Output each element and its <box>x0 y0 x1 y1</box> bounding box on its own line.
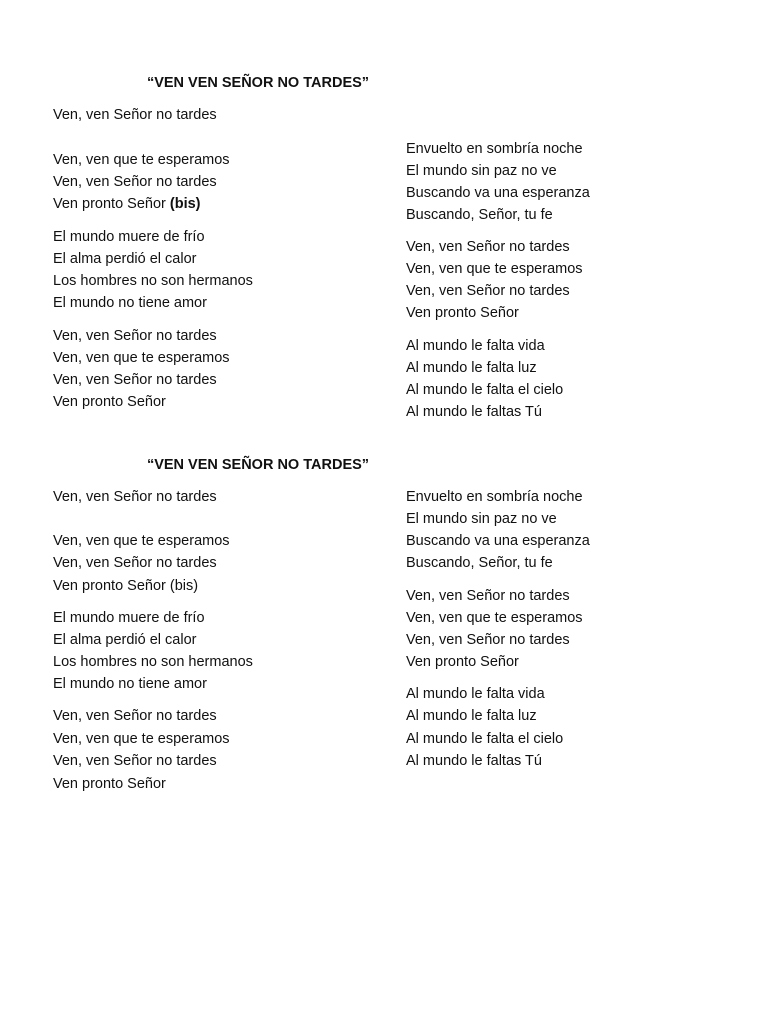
bis-marker: (bis) <box>169 196 201 212</box>
lyric-line: Ven, ven Señor no tardes <box>406 239 570 255</box>
lyric-line: Los hombres no son hermanos <box>53 654 253 670</box>
lyric-line: Buscando, Señor, tu fe <box>406 555 553 571</box>
lyric-line: Ven, ven Señor no tardes <box>53 555 217 571</box>
lyric-line: Ven, ven Señor no tardes <box>53 174 217 190</box>
lyric-line: Ven, ven Señor no tardes <box>53 753 217 769</box>
lyric-line: Los hombres no son hermanos <box>53 273 253 289</box>
song-title-2: “VEN VEN SEÑOR NO TARDES” <box>146 457 370 473</box>
lyric-line: Ven pronto Señor <box>53 394 166 410</box>
lyric-line: Ven, ven Señor no tardes <box>53 107 217 123</box>
lyric-line: Al mundo le falta luz <box>406 708 537 724</box>
lyric-line: El mundo no tiene amor <box>53 295 207 311</box>
lyric-line: Al mundo le falta vida <box>406 686 545 702</box>
lyric-line: Ven, ven que te esperamos <box>406 610 583 626</box>
lyric-line: Al mundo le falta luz <box>406 360 537 376</box>
lyric-line: Ven, ven Señor no tardes <box>406 588 570 604</box>
lyric-line: Envuelto en sombría noche <box>406 141 583 157</box>
lyric-line: Ven pronto Señor <box>53 776 166 792</box>
lyric-line: Ven pronto Señor (bis) <box>53 578 199 594</box>
lyric-line: El mundo sin paz no ve <box>406 163 557 179</box>
lyric-line: Al mundo le falta el cielo <box>406 382 564 398</box>
lyric-line: El mundo muere de frío <box>53 229 205 245</box>
lyric-line: Ven pronto Señor <box>406 654 519 670</box>
lyric-line: Envuelto en sombría noche <box>406 489 583 505</box>
lyric-line-with-bis <box>53 195 201 213</box>
lyric-line: Ven, ven que te esperamos <box>53 533 230 549</box>
lyric-line: El mundo no tiene amor <box>53 676 207 692</box>
lyric-line: El mundo muere de frío <box>53 610 205 626</box>
lyric-line: Ven pronto Señor <box>406 305 519 321</box>
lyric-line: Ven, ven que te esperamos <box>53 350 230 366</box>
lyric-line: Ven pronto Señor <box>53 196 166 212</box>
lyric-line: Ven, ven que te esperamos <box>53 731 230 747</box>
lyric-line: Buscando, Señor, tu fe <box>406 207 553 223</box>
lyric-line: Ven, ven que te esperamos <box>53 152 230 168</box>
lyric-line: El mundo sin paz no ve <box>406 511 557 527</box>
lyric-line: El alma perdió el calor <box>53 632 197 648</box>
lyric-line: Ven, ven Señor no tardes <box>406 632 570 648</box>
lyric-line: Ven, ven Señor no tardes <box>406 283 570 299</box>
lyric-line: Al mundo le falta el cielo <box>406 731 564 747</box>
lyric-line: Ven, ven Señor no tardes <box>53 708 217 724</box>
lyric-line: Al mundo le faltas Tú <box>406 753 542 769</box>
lyric-line: Buscando va una esperanza <box>406 533 590 549</box>
lyric-line: Ven, ven que te esperamos <box>406 261 583 277</box>
lyric-line: Buscando va una esperanza <box>406 185 590 201</box>
lyric-line: Ven, ven Señor no tardes <box>53 372 217 388</box>
lyric-line: Al mundo le falta vida <box>406 338 545 354</box>
lyric-line: Ven, ven Señor no tardes <box>53 328 217 344</box>
song-title-1: “VEN VEN SEÑOR NO TARDES” <box>146 75 370 91</box>
lyric-line: Al mundo le faltas Tú <box>406 404 542 420</box>
lyric-line: Ven, ven Señor no tardes <box>53 489 217 505</box>
lyric-line: El alma perdió el calor <box>53 251 197 267</box>
